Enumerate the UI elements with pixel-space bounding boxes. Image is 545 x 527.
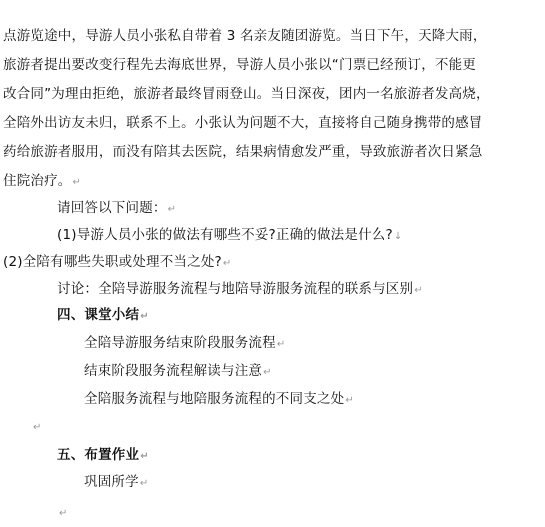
body-line-1	[3, 27, 487, 45]
empty-paragraph-mark: ↵	[33, 422, 42, 433]
summary-item-3	[84, 390, 354, 410]
body-text: 药给旅游者服用，而没有陪其去医院，结果病情愈发严重，导致旅游者次日紧急	[3, 144, 483, 160]
discussion-line	[57, 280, 423, 300]
question-1	[57, 226, 402, 246]
paragraph-mark: ↵	[167, 204, 177, 215]
prompt-text: 请回答以下问题：	[57, 200, 167, 216]
paragraph-mark: ↵	[222, 258, 232, 269]
summary-text: 全陪服务流程与地陪服务流程的不同支之处	[84, 391, 345, 407]
summary-item-1	[84, 334, 285, 354]
homework-text: 巩固所学	[84, 474, 139, 490]
body-line-5	[3, 143, 483, 161]
line-break-mark: ↓	[393, 231, 403, 242]
body-text: 住院治疗。	[3, 173, 72, 189]
body-line-6	[3, 172, 81, 192]
section-4-heading	[57, 306, 149, 326]
question-text: (1)导游人员小张的做法有哪些不妥?正确的做法是什么?	[57, 227, 393, 243]
paragraph-mark: ↵	[72, 177, 82, 188]
homework-item-1	[84, 473, 148, 493]
body-text: 点游览途中，导游人员小张私自带着 3 名亲友随团游览。当日下午，天降大雨，	[3, 28, 487, 44]
paragraph-mark: ↵	[276, 339, 286, 350]
prompt-line	[57, 199, 176, 219]
summary-text: 结束阶段服务流程解读与注意	[84, 363, 263, 379]
paragraph-mark: ↵	[414, 285, 423, 296]
body-line-2	[3, 56, 476, 74]
question-text: (2)全陪有哪些失职或处理不当之处?	[3, 254, 222, 270]
paragraph-mark: ↵	[263, 367, 272, 378]
section-5-heading	[57, 446, 149, 466]
heading-text: 五、布置作业	[57, 447, 140, 463]
body-line-3	[3, 85, 490, 103]
body-text: 旅游者提出要改变行程先去海底世界，导游人员小张以“门票已经预订，不能更	[3, 57, 476, 73]
question-2	[3, 253, 231, 273]
summary-text: 全陪导游服务结束阶段服务流程	[84, 335, 276, 351]
paragraph-mark: ↵	[139, 478, 149, 489]
body-line-4	[3, 114, 483, 132]
paragraph-mark: ↵	[140, 311, 149, 322]
heading-text: 四、课堂小结	[57, 307, 140, 323]
paragraph-mark: ↵	[140, 451, 149, 462]
body-text: 全陪外出访友未归，联系不上。小张认为问题不大，直接将自己随身携带的感冒	[3, 115, 483, 131]
paragraph-mark: ↵	[345, 395, 354, 406]
empty-paragraph-mark: ↵	[59, 508, 68, 519]
summary-item-2	[84, 362, 272, 382]
discussion-text: 讨论：全陪导游服务流程与地陪导游服务流程的联系与区别	[57, 281, 414, 297]
body-text: 改合同”为理由拒绝，旅游者最终冒雨登山。当日深夜，团内一名旅游者发高烧，	[3, 86, 490, 102]
